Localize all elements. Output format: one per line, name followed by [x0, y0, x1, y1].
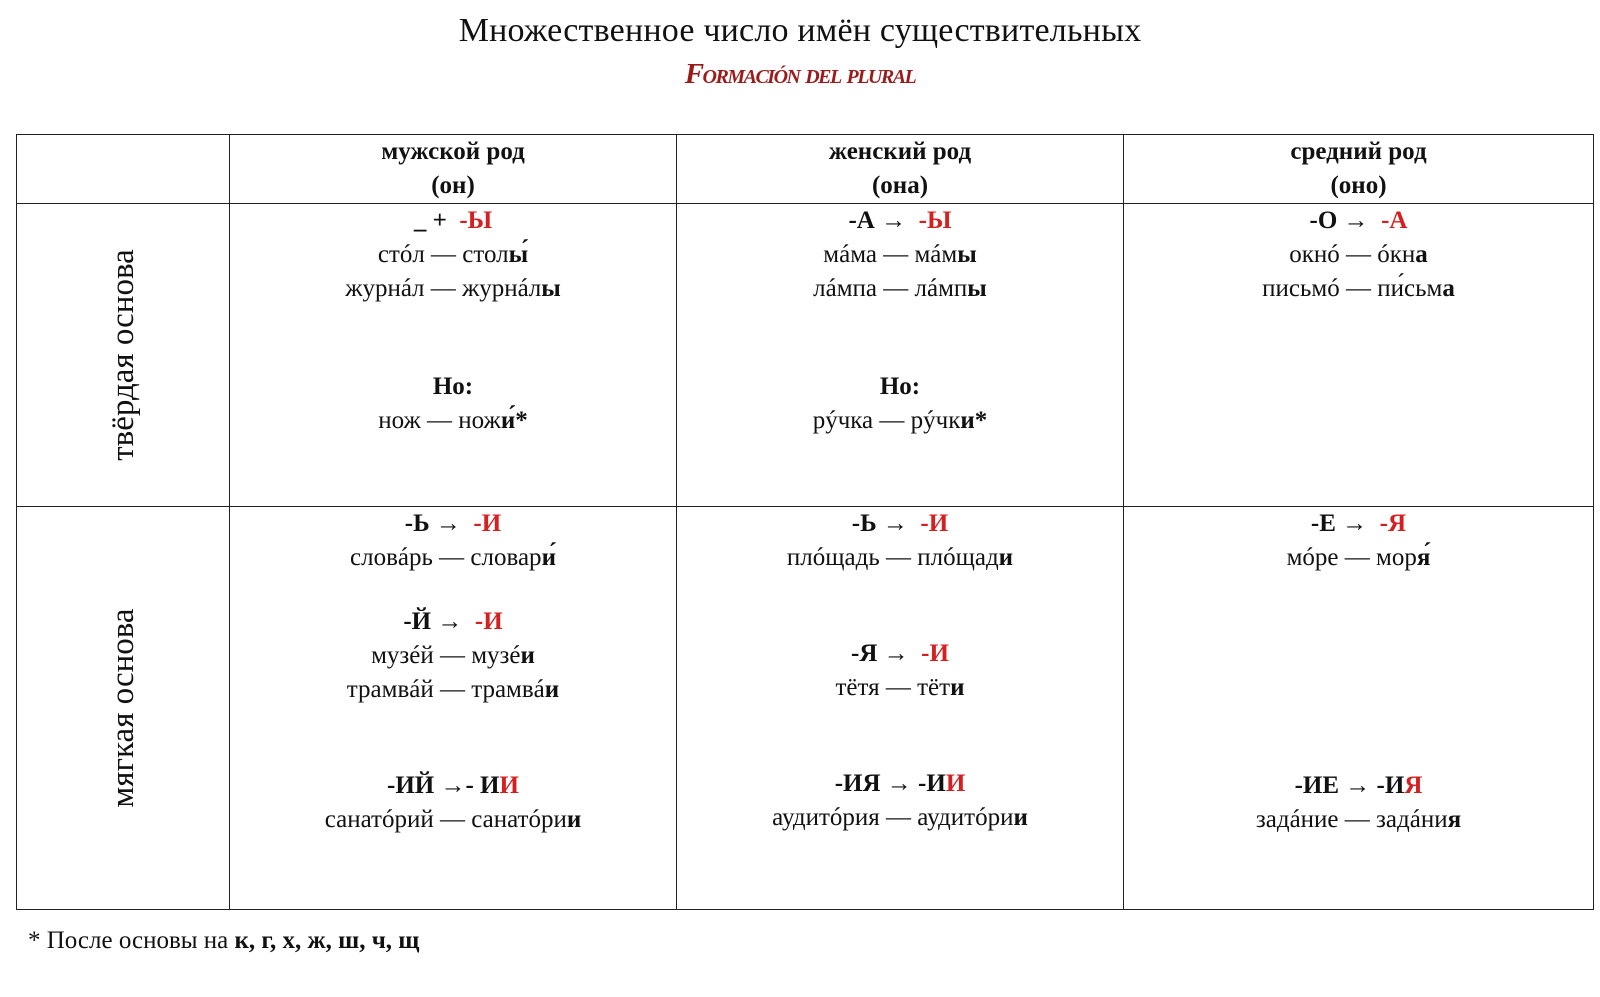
example-ending: ы [967, 275, 987, 302]
soft-stem-row [17, 507, 1594, 910]
rule-ending: -И [921, 640, 949, 667]
spacer [677, 575, 1123, 637]
rule [230, 605, 676, 639]
example-base: рýчка — рýчк [812, 407, 961, 434]
hard-stem-label: твёрдая основа [105, 249, 141, 461]
hard-stem-label-cell [17, 204, 230, 507]
rule [677, 204, 1123, 238]
rule [230, 769, 676, 803]
example-ending: а [1442, 275, 1455, 302]
example-base: задáние — задáни [1255, 806, 1448, 833]
soft-neuter-cell [1124, 507, 1594, 910]
header-empty-cell [17, 135, 230, 204]
example [1124, 541, 1593, 575]
example-base: мóре — мор [1286, 544, 1417, 571]
rule [230, 507, 676, 541]
spacer [677, 705, 1123, 767]
spacer [230, 575, 676, 605]
page-subtitle: Formación del plural [684, 58, 916, 90]
exception-label: Но: [879, 373, 921, 400]
example-ending: и [520, 642, 535, 669]
page-title: Множественное число имён существительных [458, 12, 1142, 49]
rule-ending: -И [474, 608, 503, 635]
rule [1124, 204, 1593, 238]
hard-stem-row [17, 204, 1594, 507]
spacer [230, 707, 676, 769]
example [230, 673, 676, 707]
example-ending: и [544, 676, 560, 703]
footnote-text: * После основы на [28, 927, 235, 954]
example-base: плóщадь — плóщад [786, 544, 999, 571]
rule-from: -Я → [851, 640, 909, 667]
rule-ending: -А [1381, 207, 1408, 234]
header-neuter-pronoun: (оно) [1330, 172, 1387, 199]
hard-masculine-cell [230, 204, 677, 507]
example-ending: ы [541, 275, 561, 302]
rule-ending: -И [920, 510, 949, 537]
rule-from: -А → [848, 207, 907, 234]
soft-stem-label: мягкая основа [105, 608, 141, 808]
example-ending: ы [957, 241, 977, 268]
example-base: письмó — пи́сьм [1262, 275, 1443, 302]
rule-ending: Я [1404, 772, 1423, 799]
example [230, 639, 676, 673]
example-ending: я [1447, 806, 1462, 833]
example-ending: и [1013, 804, 1028, 831]
example-base: лáмпа — лáмп [813, 275, 968, 302]
spacer [1124, 672, 1593, 769]
example-base: трамвáй — трамвá [346, 676, 545, 703]
example-base: музéй — музé [371, 642, 521, 669]
example [677, 541, 1123, 575]
rule-ending: -И [473, 510, 502, 537]
soft-feminine-cell [677, 507, 1124, 910]
example [677, 238, 1123, 272]
soft-masculine-cell [230, 507, 677, 910]
rule-ending: -Я [1379, 510, 1407, 537]
example [677, 801, 1123, 835]
rule-from: -Й → [403, 608, 463, 635]
example [230, 541, 676, 575]
header-feminine-pronoun: (она) [871, 172, 929, 199]
header-masculine-label: мужской род [381, 138, 525, 165]
header-feminine [677, 135, 1124, 204]
example-ending: и [566, 806, 582, 833]
rule-ending: И [945, 770, 966, 797]
example-ending: а [1415, 241, 1428, 268]
rule-ending: -Ы [459, 207, 493, 234]
header-neuter [1124, 135, 1594, 204]
example [677, 404, 1123, 438]
header-masculine-pronoun: (он) [431, 172, 475, 199]
hard-neuter-cell [1124, 204, 1594, 507]
footnote [28, 927, 419, 955]
rule [1124, 769, 1593, 803]
rule-from: -Ь → [404, 510, 461, 537]
rule [677, 767, 1123, 801]
rule-ending: И [499, 772, 519, 799]
example [1124, 272, 1593, 306]
header-masculine [230, 135, 677, 204]
example [1124, 238, 1593, 272]
example-base: словáрь — словар [350, 544, 542, 571]
example-base: журнáл — журнáл [345, 275, 542, 302]
header-row [17, 135, 1594, 204]
rule-from: -Ь → [851, 510, 908, 537]
example [230, 803, 676, 837]
example [230, 238, 676, 272]
example-ending: и́ [541, 544, 556, 571]
example-ending: и* [960, 407, 988, 434]
rule-from: -ИЕ → -И [1294, 772, 1405, 799]
rule-from: -О → [1309, 207, 1369, 234]
footnote-letters: к, г, х, ж, ш, ч, щ [234, 927, 420, 954]
example-ending: и́* [500, 407, 528, 434]
example-base: аудитóрия — аудитóри [772, 804, 1014, 831]
rule [677, 507, 1123, 541]
example-ending: ы́ [508, 241, 529, 268]
rule-from: _ + [413, 207, 447, 234]
rule-ending: -Ы [918, 207, 952, 234]
example [230, 272, 676, 306]
example [1124, 803, 1593, 837]
spacer [677, 306, 1123, 370]
spacer [1124, 575, 1593, 672]
example-base: тётя — тёт [835, 674, 951, 701]
example-ending: я́ [1416, 544, 1431, 571]
example-base: стóл — стол [377, 241, 509, 268]
example [230, 404, 676, 438]
example-base: окнó — óкн [1289, 241, 1416, 268]
header-feminine-label: женский род [828, 138, 972, 165]
exception-label: Но: [432, 373, 474, 400]
rule-from: -ИЙ →- И [387, 772, 500, 799]
rule-from: -Е → [1310, 510, 1368, 537]
rule [1124, 507, 1593, 541]
plural-table [16, 134, 1594, 910]
rule [230, 204, 676, 238]
header-neuter-label: средний род [1290, 138, 1427, 165]
soft-stem-label-cell [17, 507, 230, 910]
spacer [230, 306, 676, 370]
example-ending: и [950, 674, 965, 701]
rule [677, 637, 1123, 671]
rule-from: -ИЯ → -И [834, 770, 946, 797]
example-base: санатóрий — санатóри [324, 806, 567, 833]
example [677, 272, 1123, 306]
example [677, 671, 1123, 705]
example-ending: и [998, 544, 1014, 571]
hard-feminine-cell [677, 204, 1124, 507]
example-base: нож — нож [378, 407, 501, 434]
example-base: мáма — мáм [823, 241, 958, 268]
